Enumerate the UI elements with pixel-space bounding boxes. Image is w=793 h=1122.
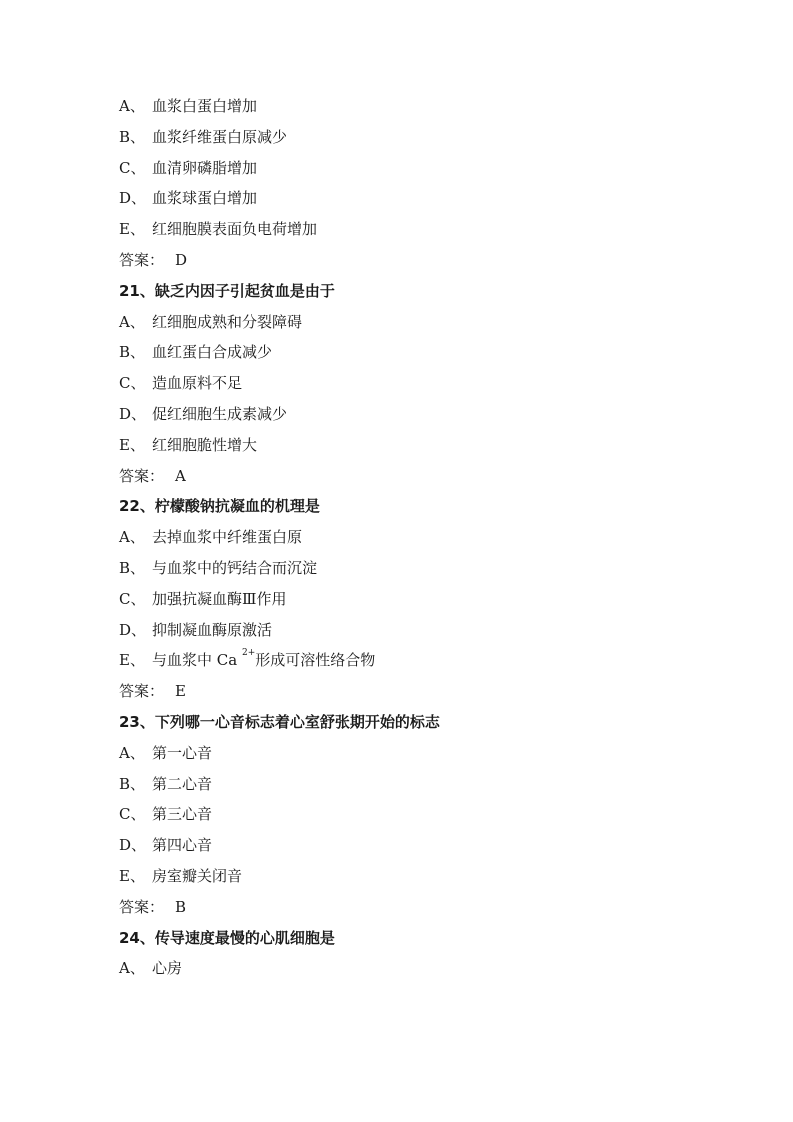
option-text: 促红细胞生成素减少 xyxy=(152,405,288,423)
option-letter: A、 xyxy=(119,97,145,115)
answer-option xyxy=(119,556,317,580)
answer-option xyxy=(119,864,242,888)
answer-option xyxy=(119,802,212,826)
answer-option xyxy=(119,371,242,395)
option-text: 第四心音 xyxy=(152,836,213,855)
option-letter: B、 xyxy=(119,127,146,146)
question-title: 21、缺乏内因子引起贫血是由于 xyxy=(119,281,335,300)
answer-option xyxy=(119,772,212,796)
option-letter: E、 xyxy=(119,435,145,454)
answer-option xyxy=(119,587,286,611)
option-text: 血浆纤维蛋白原减少 xyxy=(152,127,288,146)
option-text: 红细胞成熟和分裂障碍 xyxy=(152,312,303,331)
option-letter: A、 xyxy=(119,528,145,547)
question-title: 22、柠檬酸钠抗凝血的机理是 xyxy=(119,497,320,516)
option-letter: C、 xyxy=(119,158,146,177)
answer-option xyxy=(119,340,272,364)
option-letter: B、 xyxy=(119,343,146,362)
option-letter: C、 xyxy=(119,374,146,393)
answer-option xyxy=(119,125,287,149)
answer-line xyxy=(119,464,186,488)
question-title: 23、下列哪一心音标志着心室舒张期开始的标志 xyxy=(119,713,440,731)
option-letter: E、 xyxy=(119,867,145,885)
option-text-continued: 形成可溶性络合物 xyxy=(255,651,376,670)
option-letter: A、 xyxy=(119,312,145,331)
answer-value: D xyxy=(175,251,188,269)
answer-option xyxy=(119,833,212,857)
option-text: 血红蛋白合成减少 xyxy=(152,343,273,362)
answer-value: B xyxy=(175,897,187,916)
option-text: 第一心音 xyxy=(152,743,213,762)
answer-label: 答案： xyxy=(119,251,165,269)
answer-value: A xyxy=(175,466,186,485)
answer-option xyxy=(119,956,182,980)
question-title: 24、传导速度最慢的心肌细胞是 xyxy=(119,928,335,947)
option-text: 与血浆中的钙结合而沉淀 xyxy=(152,559,318,577)
option-text: 加强抗凝血酶Ⅲ作用 xyxy=(152,589,287,608)
option-text: 血浆球蛋白增加 xyxy=(152,189,258,208)
option-text: 血浆白蛋白增加 xyxy=(152,97,258,115)
option-letter: D、 xyxy=(119,836,147,855)
answer-option xyxy=(119,525,302,549)
option-letter: D、 xyxy=(119,189,147,208)
option-text: 第二心音 xyxy=(152,774,213,793)
answer-option xyxy=(119,618,272,642)
option-letter: A、 xyxy=(119,743,145,762)
answer-line xyxy=(119,895,186,919)
option-text: 心房 xyxy=(152,959,183,978)
option-letter: A、 xyxy=(119,959,145,978)
answer-line xyxy=(119,679,186,703)
option-text: 抑制凝血酶原激活 xyxy=(152,620,273,639)
option-letter: D、 xyxy=(119,620,147,639)
option-letter: C、 xyxy=(119,805,146,824)
option-text: 造血原料不足 xyxy=(152,374,243,393)
answer-option xyxy=(119,94,257,118)
answer-option xyxy=(119,186,257,210)
answer-option xyxy=(119,402,287,426)
option-letter: E、 xyxy=(119,651,145,670)
option-letter: B、 xyxy=(119,774,146,793)
answer-option xyxy=(119,741,212,765)
superscript: 2+ xyxy=(241,648,256,659)
option-text: 红细胞脆性增大 xyxy=(152,435,258,454)
answer-line xyxy=(119,248,187,272)
answer-option xyxy=(119,217,317,241)
answer-option xyxy=(119,156,257,180)
option-text: 去掉血浆中纤维蛋白原 xyxy=(152,528,303,547)
option-text: 第三心音 xyxy=(152,805,213,824)
option-text: 与血浆中 Ca xyxy=(152,651,242,670)
answer-option xyxy=(119,310,302,334)
option-text: 血清卵磷脂增加 xyxy=(152,158,258,177)
answer-label: 答案： xyxy=(119,897,165,916)
option-letter: B、 xyxy=(119,559,146,577)
answer-option xyxy=(119,648,375,672)
answer-value: E xyxy=(175,682,186,701)
option-text: 房室瓣关闭音 xyxy=(152,867,243,885)
option-letter: C、 xyxy=(119,589,146,608)
answer-label: 答案： xyxy=(119,682,165,701)
option-letter: E、 xyxy=(119,220,145,239)
option-letter: D、 xyxy=(119,405,147,423)
answer-label: 答案： xyxy=(119,466,165,485)
option-text: 红细胞膜表面负电荷增加 xyxy=(152,220,318,239)
answer-option xyxy=(119,433,257,457)
